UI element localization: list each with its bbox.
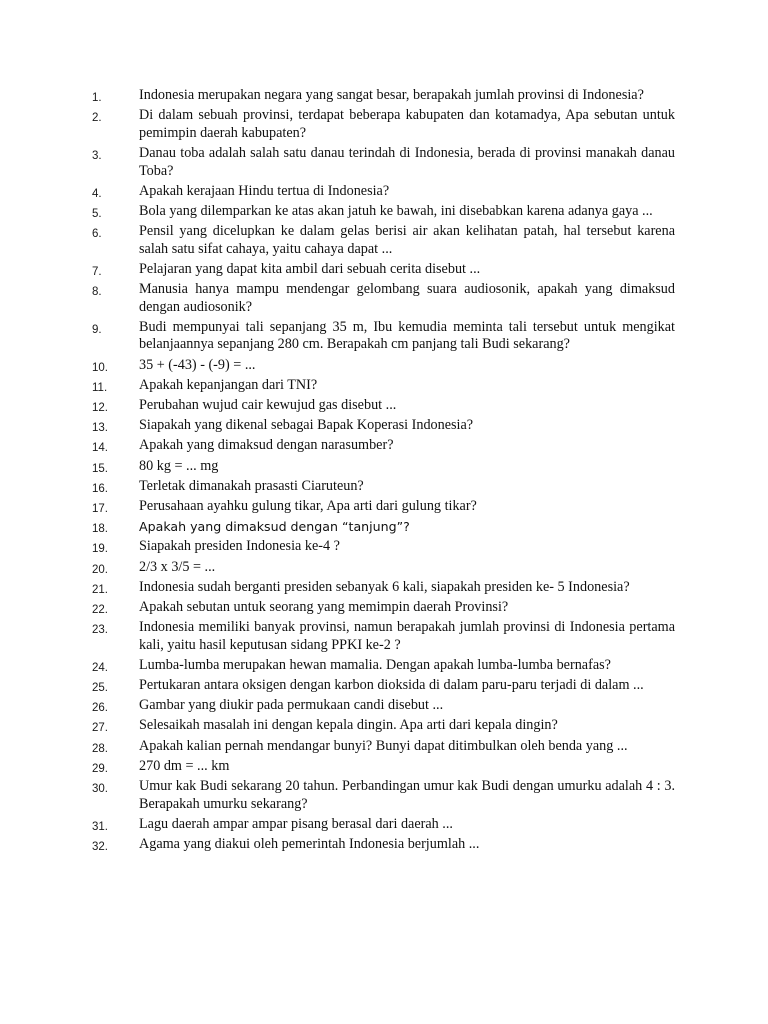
question-text: Apakah kerajaan Hindu tertua di Indonesia?	[139, 182, 390, 199]
question-text: Danau toba adalah salah satu danau terindah di Indonesia, berada di provinsi manakah danau Toba?	[139, 144, 675, 179]
list-item	[0, 87, 768, 105]
list-item	[0, 145, 768, 180]
question-number: 4.	[92, 187, 102, 200]
question-number: 19.	[92, 543, 108, 556]
list-item	[0, 498, 768, 516]
list-item	[0, 319, 768, 354]
question-number: 16.	[92, 482, 108, 495]
question-number: 20.	[92, 563, 108, 576]
question-number: 26.	[92, 702, 108, 715]
list-item	[0, 677, 768, 695]
question-text: Lagu daerah ampar ampar pisang berasal dari daerah ...	[139, 815, 453, 832]
list-item	[0, 738, 768, 756]
question-text: Apakah yang dimaksud dengan “tanjung”?	[139, 519, 410, 535]
list-item	[0, 203, 768, 221]
list-item	[0, 518, 768, 536]
question-text: Siapakah presiden Indonesia ke-4 ?	[139, 538, 340, 555]
list-item	[0, 397, 768, 415]
question-number: 2.	[92, 112, 102, 125]
question-number: 7.	[92, 265, 102, 278]
question-text: Pensil yang dicelupkan ke dalam gelas berisi air akan kelihatan patah, hal tersebut karena salah satu sifat cahaya, yaitu cahaya dapat ...	[139, 223, 675, 257]
question-number: 17.	[92, 502, 108, 515]
question-text: Apakah kepanjangan dari TNI?	[139, 376, 318, 393]
list-item	[0, 697, 768, 715]
question-number: 11.	[92, 381, 108, 394]
question-text: Pelajaran yang dapat kita ambil dari sebuah cerita disebut ...	[139, 260, 481, 277]
list-item	[0, 281, 768, 316]
question-number: 14.	[92, 442, 108, 455]
question-text: Perubahan wujud cair kewujud gas disebut ...	[139, 397, 397, 414]
question-number: 31.	[92, 820, 108, 833]
question-text: Pertukaran antara oksigen dengan karbon dioksida di dalam paru-paru terjadi di dalam ...	[139, 677, 644, 694]
question-text: 270 dm = ... km	[139, 757, 230, 774]
question-text: Bola yang dilemparkan ke atas akan jatuh ke bawah, ini disebabkan karena adanya gaya ...	[139, 202, 653, 219]
question-number: 18.	[92, 523, 108, 536]
list-item	[0, 717, 768, 735]
question-number: 8.	[92, 286, 102, 299]
question-text: Gambar yang diukir pada permukaan candi disebut ...	[139, 697, 444, 714]
list-item	[0, 816, 768, 834]
question-number: 24.	[92, 661, 108, 674]
list-item	[0, 559, 768, 577]
question-text: Apakah yang dimaksud dengan narasumber?	[139, 437, 394, 454]
question-number: 9.	[92, 323, 102, 336]
question-number: 13.	[92, 422, 108, 435]
question-text: Selesaikah masalah ini dengan kepala dingin. Apa arti dari kepala dingin?	[139, 717, 558, 734]
question-number: 22.	[92, 603, 108, 616]
question-number: 3.	[92, 149, 102, 162]
question-text: Manusia hanya mampu mendengar gelombang suara audiosonik, apakah yang dimaksud dengan audiosonik?	[139, 281, 675, 315]
question-text: Lumba-lumba merupakan hewan mamalia. Dengan apakah lumba-lumba bernafas?	[139, 656, 611, 673]
question-number: 5.	[92, 207, 102, 220]
question-number: 30.	[92, 783, 108, 795]
question-number: 15.	[92, 462, 108, 475]
question-text: Perusahaan ayahku gulung tikar, Apa arti dari gulung tikar?	[139, 497, 477, 514]
list-item	[0, 758, 768, 776]
question-text: 80 kg = ... mg	[139, 457, 219, 474]
question-number: 29.	[92, 762, 108, 775]
question-text: Agama yang diakui oleh pemerintah Indonesia berjumlah ...	[139, 835, 480, 852]
question-text: Indonesia sudah berganti presiden sebanyak 6 kali, siapakah presiden ke- 5 Indonesia?	[139, 578, 630, 595]
list-item	[0, 377, 768, 395]
list-item	[0, 107, 768, 142]
list-item	[0, 478, 768, 496]
question-number: 21.	[92, 583, 108, 596]
question-number: 23.	[92, 624, 108, 637]
list-item	[0, 183, 768, 201]
question-text: Di dalam sebuah provinsi, terdapat beberapa kabupaten dan kotamadya, Apa sebutan untuk pemimpin daerah kabupaten?	[139, 107, 675, 141]
question-number: 10.	[92, 361, 108, 374]
question-text: Apakah kalian pernah mendangar bunyi? Bunyi dapat ditimbulkan oleh benda yang ...	[139, 737, 628, 754]
question-number: 1.	[92, 92, 102, 104]
question-list	[0, 87, 768, 856]
question-text: Indonesia merupakan negara yang sangat besar, berapakah jumlah provinsi di Indonesia?	[139, 87, 644, 103]
question-number: 12.	[92, 402, 108, 415]
list-item	[0, 437, 768, 455]
list-item	[0, 261, 768, 279]
question-number: 32.	[92, 840, 108, 853]
question-number: 25.	[92, 682, 108, 695]
question-text: Terletak dimanakah prasasti Ciaruteun?	[139, 477, 364, 494]
question-text: Budi mempunyai tali sepanjang 35 m, Ibu kemudia meminta tali tersebut untuk mengikat belanjaannya sepanjang 280 cm. Berapakah cm panjang tali Budi sekarang?	[139, 318, 675, 353]
question-text: Indonesia memiliki banyak provinsi, namun berapakah jumlah provinsi di Indonesia pertama kali, yaitu hasil keputusan sidang PPKI ke-2 ?	[139, 619, 675, 653]
list-item	[0, 599, 768, 617]
question-number: 6.	[92, 228, 102, 241]
list-item	[0, 579, 768, 597]
question-text: Siapakah yang dikenal sebagai Bapak Koperasi Indonesia?	[139, 417, 474, 434]
list-item	[0, 458, 768, 476]
question-number: 28.	[92, 742, 108, 755]
list-item	[0, 357, 768, 375]
list-item	[0, 223, 768, 258]
list-item	[0, 538, 768, 556]
question-text: 35 + (-43) - (-9) = ...	[139, 356, 256, 373]
list-item	[0, 778, 768, 813]
list-item	[0, 619, 768, 654]
list-item	[0, 657, 768, 675]
question-text: Apakah sebutan untuk seorang yang memimpin daerah Provinsi?	[139, 598, 509, 615]
question-number: 27.	[92, 722, 108, 735]
question-text: 2/3 x 3/5 = ...	[139, 558, 216, 575]
list-item	[0, 417, 768, 435]
question-text: Umur kak Budi sekarang 20 tahun. Perbandingan umur kak Budi dengan umurku adalah 4 : 3. Berapakah umurku sekarang?	[139, 778, 675, 812]
list-item	[0, 836, 768, 854]
